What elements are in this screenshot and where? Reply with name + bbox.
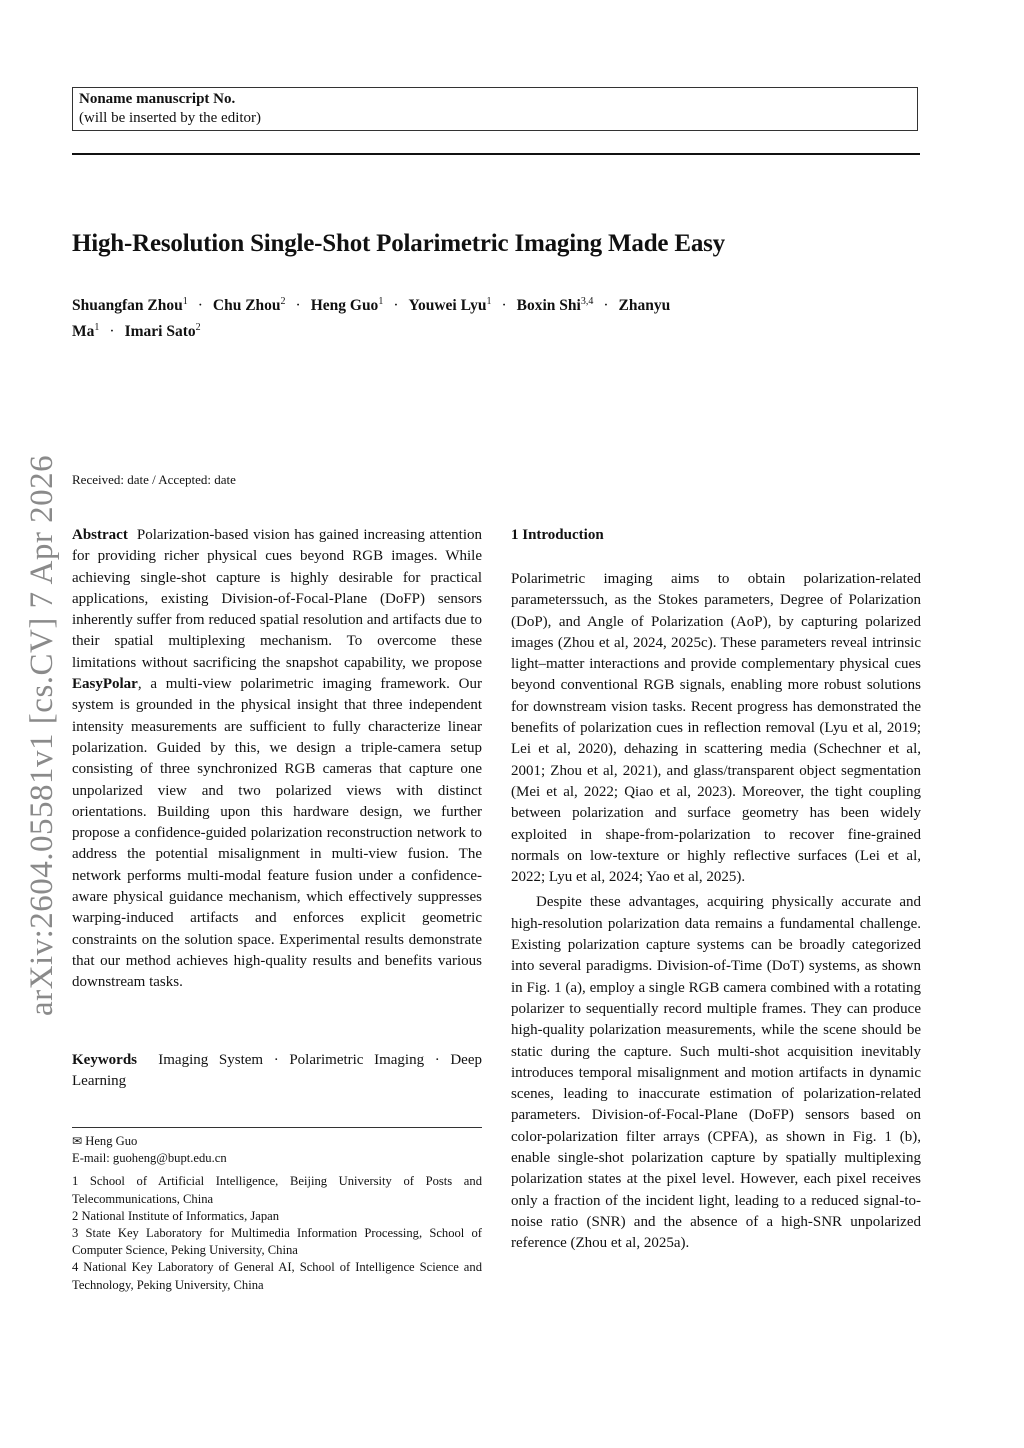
correspondence (72, 1133, 482, 1150)
author-affiliation: 2 (280, 296, 286, 307)
received-date: Received: date / Accepted: date (72, 472, 236, 487)
manuscript-box (72, 87, 918, 131)
author-name: Shuangfan Zhou (72, 297, 183, 314)
author-separator: · (603, 297, 609, 314)
footnotes (72, 1133, 482, 1294)
author-list (72, 291, 732, 343)
author-separator: · (501, 297, 507, 314)
section-heading: 1 Introduction (511, 527, 604, 543)
affiliation-3: 3 State Key Laboratory for Multimedia Information Processing, School of Computer Science, Peking University, China (72, 1226, 482, 1258)
envelope-icon: ✉ (72, 1134, 83, 1148)
author-name: Boxin Shi (516, 297, 581, 314)
keywords-text: Imaging System · Polarimetric Imaging · Deep Learning (72, 1052, 482, 1090)
author-affiliation: 1 (486, 296, 492, 307)
arxiv-stamp: arXiv:2604.05581v1 [cs.CV] 7 Apr 2026 (24, 454, 60, 1016)
author-separator: · (197, 297, 203, 314)
editor-note: (will be inserted by the editor) (79, 110, 262, 126)
author-name: Heng Guo (310, 297, 379, 314)
introduction-body (511, 569, 921, 1257)
author-name: Imari Sato (124, 323, 196, 340)
keywords (72, 1050, 482, 1093)
footnote-rule (72, 1127, 482, 1128)
header-rule (72, 153, 920, 155)
paragraph: Polarimetric imaging aims to obtain polarization-related parameterssuch, as the Stokes parameters, Degree of Polarization (DoP), and Angle of Polarization (AoP), by capturing polarized images (Zhou et al, 2024, 2025c). These parameters reveal intrinsic light–matter interactions and provide complementary physical cues beyond conventional RGB signals, enabling more robust solutions for downstream vision tasks. Recent progress has demonstrated the benefits of polarization cues in reflection removal (Lyu et al, 2019; Lei et al, 2020), dehazing in scattering media (Schechner et al, 2001; Zhou et al, 2021), and glass/transparent object segmentation (Mei et al, 2022; Qiao et al, 2023). Moreover, the tight coupling between polarization and surface geometry has been widely exploited in shape-from-polarization to recover fine-grained normals on low-texture or highly reflective surfaces (Lei et al, 2022; Lyu et al, 2024; Yao et al, 2025). (511, 571, 921, 886)
email: E-mail: guoheng@bupt.edu.cn (72, 1151, 227, 1166)
corresponding-author: Heng Guo (85, 1134, 138, 1148)
abstract-text-cont: , a multi-view polarimetric imaging framework. Our system is grounded in the physical insight that three independent intensity measurements are sufficient to fully characterize linear polarization. Guided by this, we design a triple-camera setup consisting of three synchronized RGB cameras that capture one unpolarized view and two polarized views with distinct orientations. Building upon this hardware design, we further propose a confidence-guided polarization reconstruction network to address the potential misalignment in multi-view fusion. The network performs multi-modal feature fusion under a confidence-aware physical guidance mechanism, which effectively suppresses warping-induced artifacts and enforces explicit geometric constraints on the solution space. Experimental results demonstrate that our method achieves high-quality results and benefits various downstream tasks. (72, 676, 482, 991)
author-affiliation: 1 (94, 322, 100, 333)
method-name: EasyPolar (72, 676, 138, 693)
author-name: Zhanyu Ma (72, 297, 671, 340)
author-affiliation: 2 (195, 322, 201, 333)
author-affiliation: 3,4 (580, 296, 594, 307)
author-separator: · (393, 297, 399, 314)
keywords-label: Keywords (72, 1052, 137, 1068)
abstract-text: Polarization-based vision has gained increasing attention for providing richer physical cues beyond RGB images. While achieving single-shot capture is highly desirable for practical applications, existing Division-of-Focal-Plane (DoFP) sensors inherently suffer from reduced spatial resolution and artifacts due to their spatial multiplexing mechanism. To overcome these limitations without sacrificing the snapshot capability, we propose (72, 527, 483, 671)
paragraph: Despite these advantages, acquiring physically accurate and high-resolution polarization data remains a fundamental challenge. Existing polarization capture systems can be broadly categorized into several paradigms. Division-of-Time (DoT) systems, as shown in Fig. 1 (a), employ a single RGB camera combined with a rotating polarizer to sequentially record multiple frames. They can produce high-quality polarization measurements, while the scene should be static during the capture. Such multi-shot acquisition inevitably introduces temporal misalignment and motion artifacts in dynamic scenes, leading to inaccurate estimation of polarization-related parameters. Division-of-Focal-Plane (DoFP) sensors based on color-polarization filter arrays (CPFA), as shown in Fig. 1 (b), enable single-shot polarization capture by spatially multiplexing polarization states at the pixel level. However, each pixel receives only a fraction of the incident light, leading to a reduced signal-to-noise ratio (SNR) and the absence of a high-SNR unpolarized reference (Zhou et al, 2025a). (511, 894, 921, 1252)
affiliation-4: 4 National Key Laboratory of General AI, School of Intelligence Science and Technology, Peking University, China (72, 1260, 482, 1292)
author-separator: · (295, 297, 301, 314)
author-separator: · (109, 323, 115, 340)
author-name: Chu Zhou (212, 297, 281, 314)
author-name: Youwei Lyu (408, 297, 487, 314)
abstract (72, 525, 482, 994)
manuscript-label: Noname manuscript No. (79, 91, 236, 107)
affiliation-2: 2 National Institute of Informatics, Japan (72, 1208, 280, 1223)
author-affiliation: 1 (378, 296, 384, 307)
abstract-label: Abstract (72, 527, 128, 543)
author-affiliation: 1 (182, 296, 188, 307)
paper-title: High-Resolution Single-Shot Polarimetric Imaging Made Easy (72, 230, 725, 257)
affiliation-1: 1 School of Artificial Intelligence, Beijing University of Posts and Telecommunications, China (72, 1174, 482, 1206)
